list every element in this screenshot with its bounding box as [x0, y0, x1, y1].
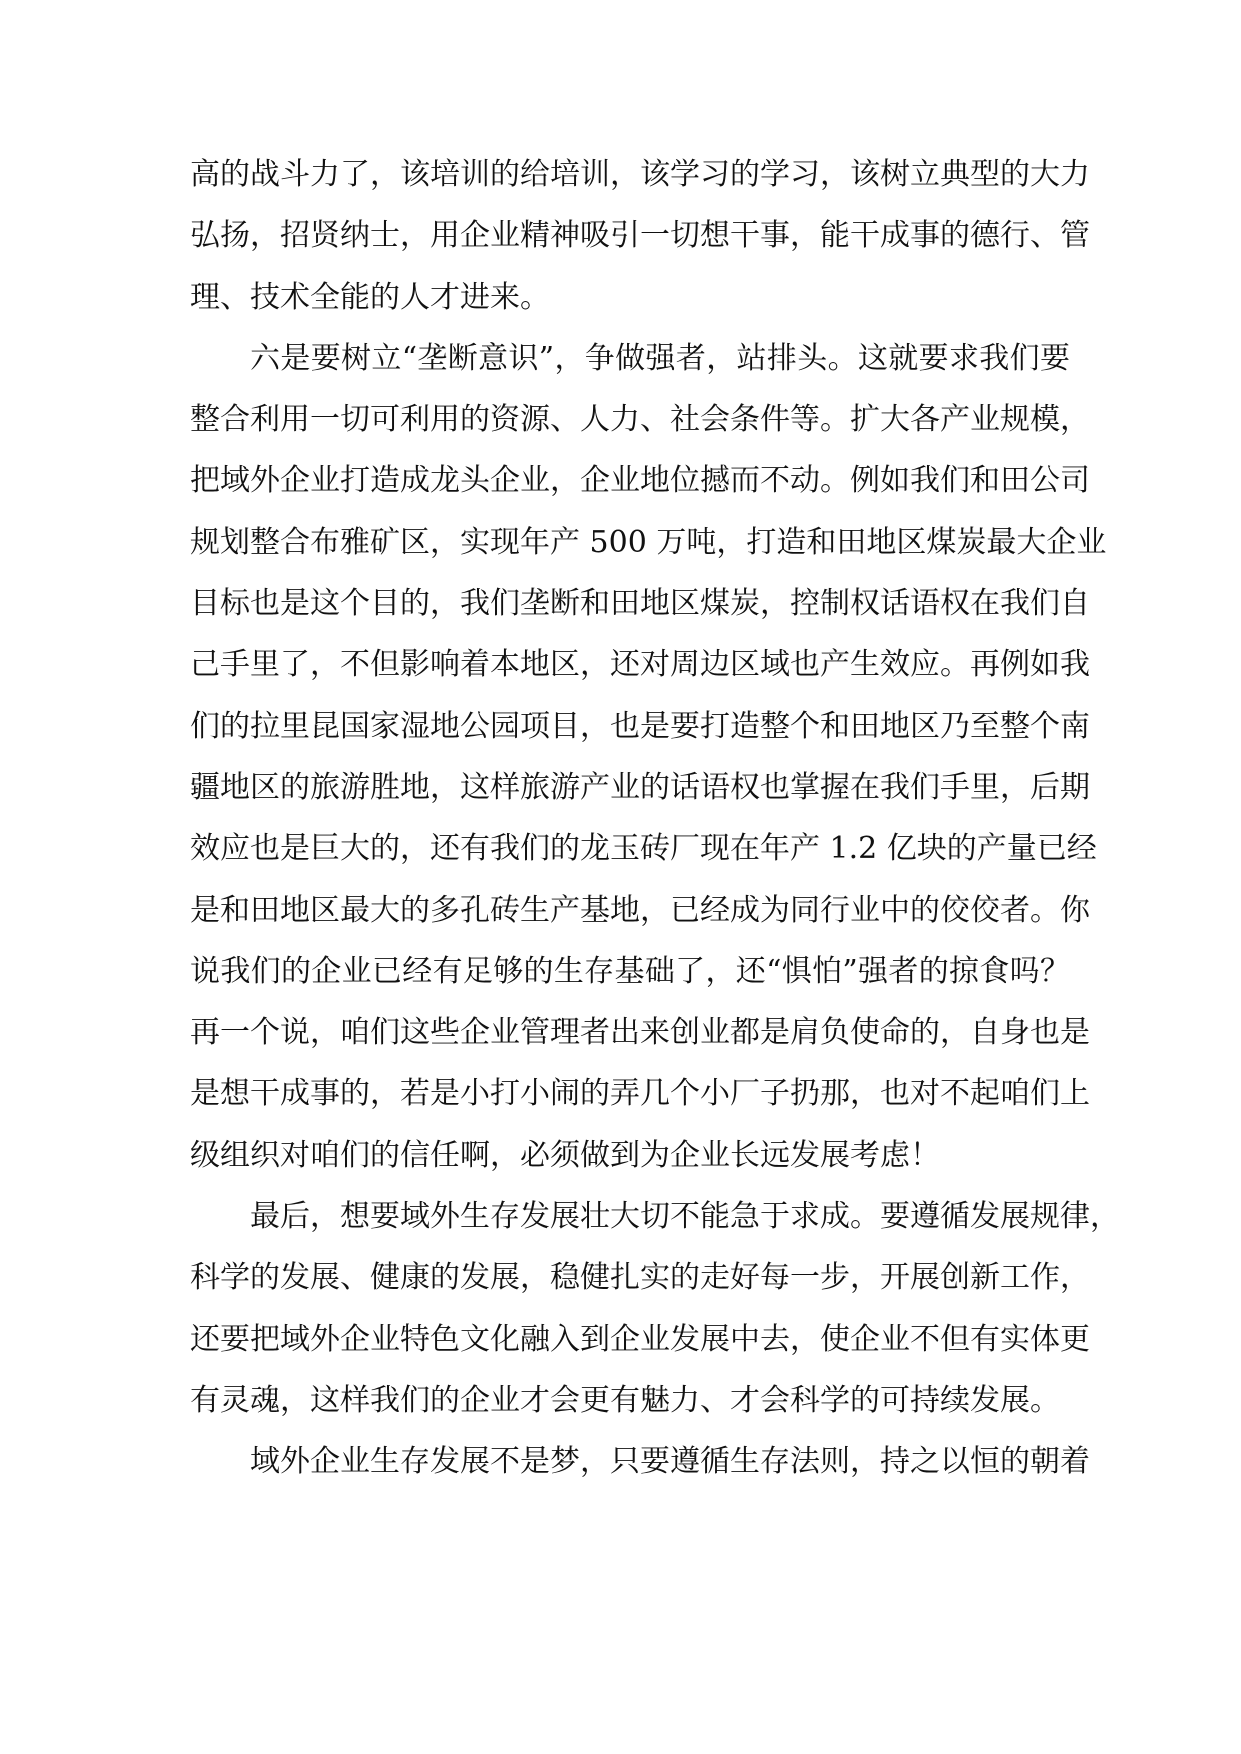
text-line: 效应也是巨大的，还有我们的龙玉砖厂现在年产 1.2 亿块的产量已经 — [190, 831, 1097, 867]
text-line: 说我们的企业已经有足够的生存基础了，还“惧怕”强者的掠食吗？ — [190, 953, 1070, 989]
text-line: 最后，想要域外生存发展壮大切不能急于求成。要遵循发展规律， — [250, 1199, 1120, 1235]
text-line: 是和田地区最大的多孔砖生产基地，已经成为同行业中的佼佼者。你 — [190, 892, 1090, 928]
text-line: 级组织对咱们的信任啊，必须做到为企业长远发展考虑！ — [190, 1137, 940, 1173]
text-line: 规划整合布雅矿区，实现年产 500 万吨，打造和田地区煤炭最大企业 — [190, 524, 1107, 560]
text-line: 理、技术全能的人才进来。 — [190, 279, 550, 315]
text-line: 高的战斗力了，该培训的给培训，该学习的学习，该树立典型的大力 — [190, 157, 1090, 192]
text-line: 把域外企业打造成龙头企业，企业地位撼而不动。例如我们和田公司 — [190, 463, 1090, 499]
text-line: 们的拉里昆国家湿地公园项目，也是要打造整个和田地区乃至整个南 — [190, 708, 1090, 744]
text-line: 六是要树立“垄断意识”，争做强者，站排头。这就要求我们要 — [250, 340, 1070, 376]
text-line: 还要把域外企业特色文化融入到企业发展中去，使企业不但有实体更 — [190, 1321, 1090, 1357]
text-line: 弘扬，招贤纳士，用企业精神吸引一切想干事，能干成事的德行、管 — [190, 218, 1090, 254]
text-line: 科学的发展、健康的发展，稳健扎实的走好每一步，开展创新工作， — [190, 1260, 1090, 1296]
text-line: 域外企业生存发展不是梦，只要遵循生存法则，持之以恒的朝着 — [250, 1444, 1090, 1480]
text-line: 整合利用一切可利用的资源、人力、社会条件等。扩大各产业规模， — [190, 402, 1090, 438]
text-line: 是想干成事的，若是小打小闹的弄几个小厂子扔那，也对不起咱们上 — [190, 1076, 1090, 1112]
text-line: 目标也是这个目的，我们垄断和田地区煤炭，控制权话语权在我们自 — [190, 586, 1090, 622]
text-line: 疆地区的旅游胜地，这样旅游产业的话语权也掌握在我们手里，后期 — [190, 769, 1090, 805]
text-line: 再一个说，咱们这些企业管理者出来创业都是肩负使命的，自身也是 — [190, 1015, 1090, 1051]
text-line: 己手里了，不但影响着本地区，还对周边区域也产生效应。再例如我 — [190, 647, 1090, 683]
text-line: 有灵魂，这样我们的企业才会更有魅力、才会科学的可持续发展。 — [190, 1382, 1060, 1418]
body-text — [190, 144, 1120, 1493]
